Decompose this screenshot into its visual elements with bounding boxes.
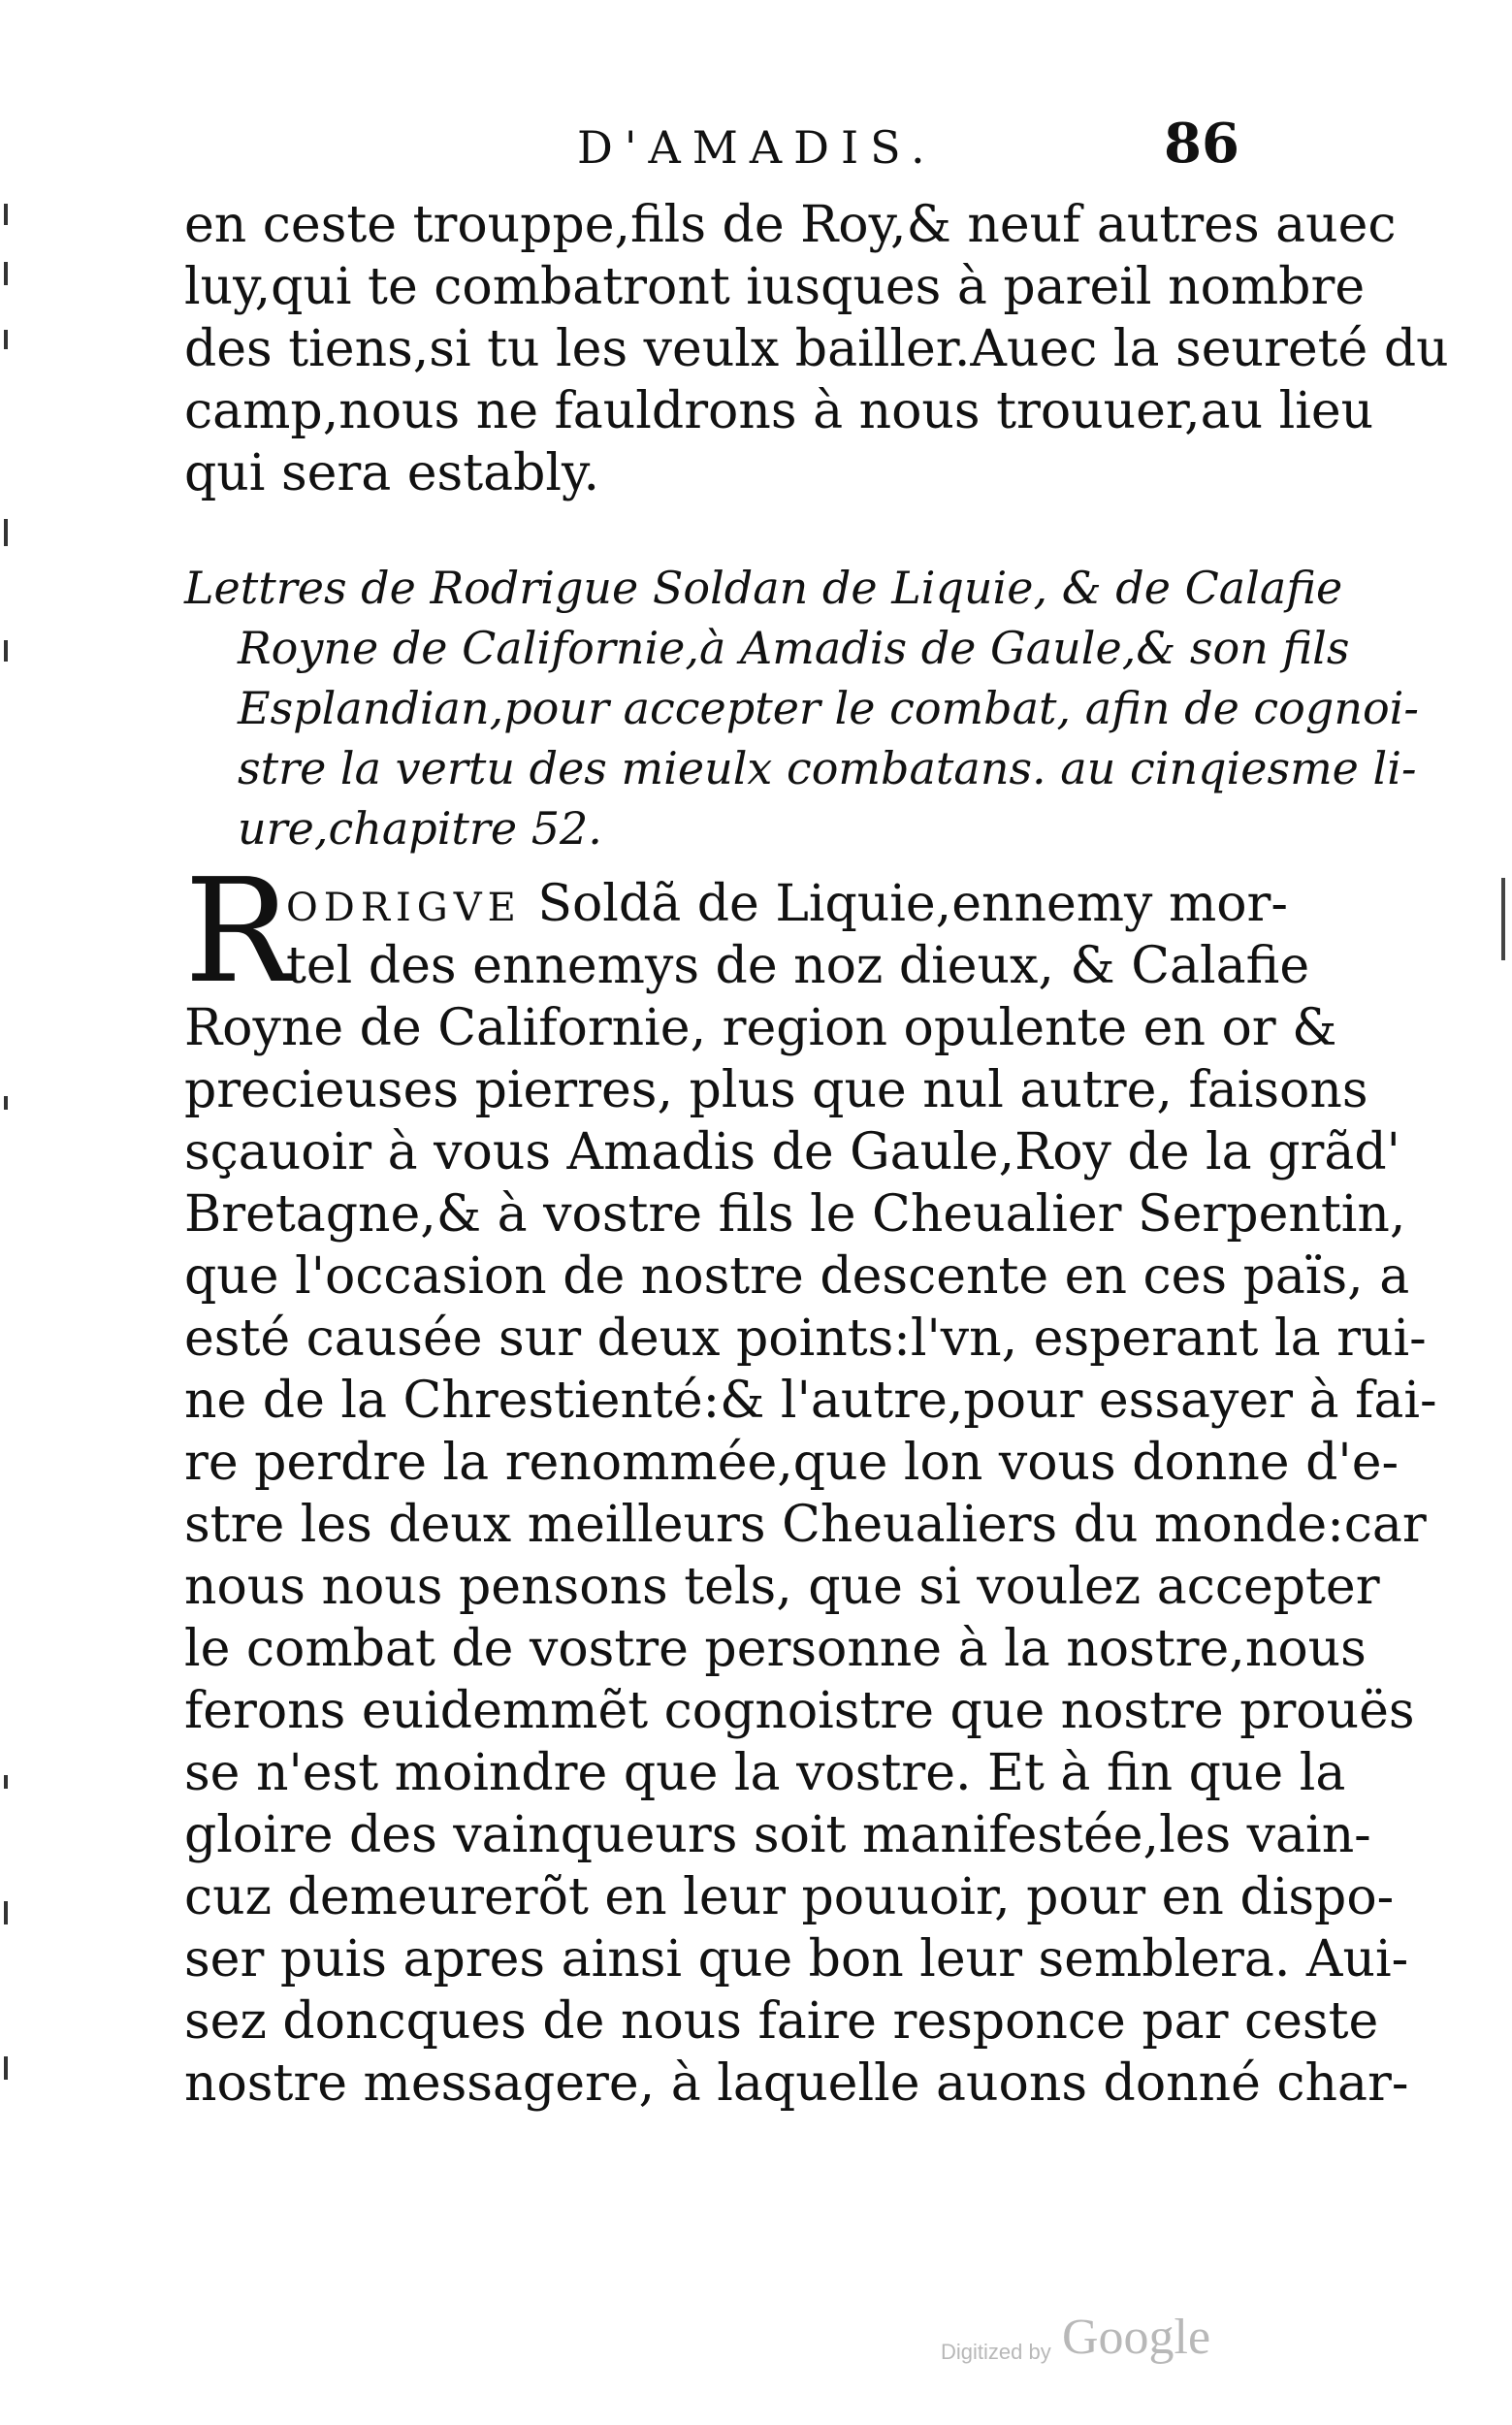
text-line: ser puis apres ainsi que bon leur semblera. Aui- xyxy=(184,1930,1409,1988)
watermark-brand: Google xyxy=(1062,2310,1211,2365)
google-watermark xyxy=(941,2309,1251,2367)
text-line: le combat de vostre personne à la nostre,nous xyxy=(184,1620,1367,1678)
chapter-heading xyxy=(184,558,1419,858)
intro-paragraph xyxy=(184,194,1449,504)
first-line-rest: Soldã de Liquie,ennemy mor- xyxy=(537,875,1288,933)
heading-line: ure,chapitre 52. xyxy=(238,802,602,855)
heading-line: Esplandian,pour accepter le combat, afin de cognoi- xyxy=(238,682,1419,734)
heading-line: stre la vertu des mieulx combatans. au cinqiesme li- xyxy=(238,742,1417,794)
text-line: nostre messagere, à laquelle auons donné char- xyxy=(184,2054,1409,2113)
margin-mark xyxy=(4,640,8,662)
text-line: re perdre la renommée,que lon vous donne d'e- xyxy=(184,1434,1399,1492)
text-line: se n'est moindre que la vostre. Et à fin que la xyxy=(184,1744,1346,1802)
text-line: camp,nous ne fauldrons à nous trouuer,au lieu xyxy=(184,382,1374,440)
margin-mark xyxy=(4,519,8,546)
page-number: 86 xyxy=(1164,112,1239,176)
text-line: que l'occasion de nostre descente en ces païs, a xyxy=(184,1247,1410,1306)
text-line: sez doncques de nous faire responce par ceste xyxy=(184,1992,1379,2051)
watermark-prefix: Digitized by xyxy=(941,2340,1051,2364)
text-line: en ceste trouppe,fils de Roy,& neuf autres auec xyxy=(184,196,1397,254)
left-margin-bleed xyxy=(0,0,19,2425)
text-line: des tiens,si tu les veulx bailler.Auec la seureté du xyxy=(184,320,1449,378)
text-line: cuz demeurerõt en leur pouuoir, pour en dispo- xyxy=(184,1868,1395,1926)
text-line xyxy=(184,873,1288,935)
text-line: qui sera estably. xyxy=(184,444,600,502)
first-word: ODRIGVE xyxy=(286,886,522,930)
margin-mark xyxy=(4,1096,8,1110)
text-line: Bretagne,& à vostre fils le Cheualier Serpentin, xyxy=(184,1185,1406,1244)
text-line: Royne de Californie, region opulente en or & xyxy=(184,999,1337,1057)
text-line: tel des ennemys de noz dieux, & Calafie xyxy=(286,937,1310,995)
text-line: esté causée sur deux points:l'vn, esperant la rui- xyxy=(184,1310,1427,1368)
margin-mark xyxy=(4,330,8,349)
text-line: nous nous pensons tels, que si voulez accepter xyxy=(184,1558,1380,1616)
margin-mark xyxy=(4,204,8,225)
running-head: D'AMADIS. xyxy=(577,121,937,174)
drop-cap: R xyxy=(184,848,293,1015)
text-line: sçauoir à vous Amadis de Gaule,Roy de la grãd' xyxy=(184,1123,1400,1181)
letter-body xyxy=(184,848,1437,2115)
text-line: luy,qui te combatront iusques à pareil nombre xyxy=(184,258,1366,316)
text-line: ferons euidemmẽt cognoistre que nostre prouës xyxy=(184,1682,1415,1740)
text-line: precieuses pierres, plus que nul autre, faisons xyxy=(184,1061,1368,1119)
text-line: stre les deux meilleurs Cheualiers du monde:car xyxy=(184,1496,1427,1554)
text-line: ne de la Chrestienté:& l'autre,pour essayer à fai- xyxy=(184,1372,1437,1430)
text-line: gloire des vainqueurs soit manifestée,les vain- xyxy=(184,1806,1371,1864)
right-margin-bleed xyxy=(1501,878,1505,960)
heading-line: Lettres de Rodrigue Soldan de Liquie, & de Calafie xyxy=(184,562,1343,614)
page-header xyxy=(184,112,1251,189)
margin-mark xyxy=(4,262,8,285)
margin-mark xyxy=(4,2056,8,2080)
margin-mark xyxy=(4,1775,8,1789)
margin-mark xyxy=(4,1901,8,1924)
heading-line: Royne de Californie,à Amadis de Gaule,& son fils xyxy=(238,622,1350,674)
